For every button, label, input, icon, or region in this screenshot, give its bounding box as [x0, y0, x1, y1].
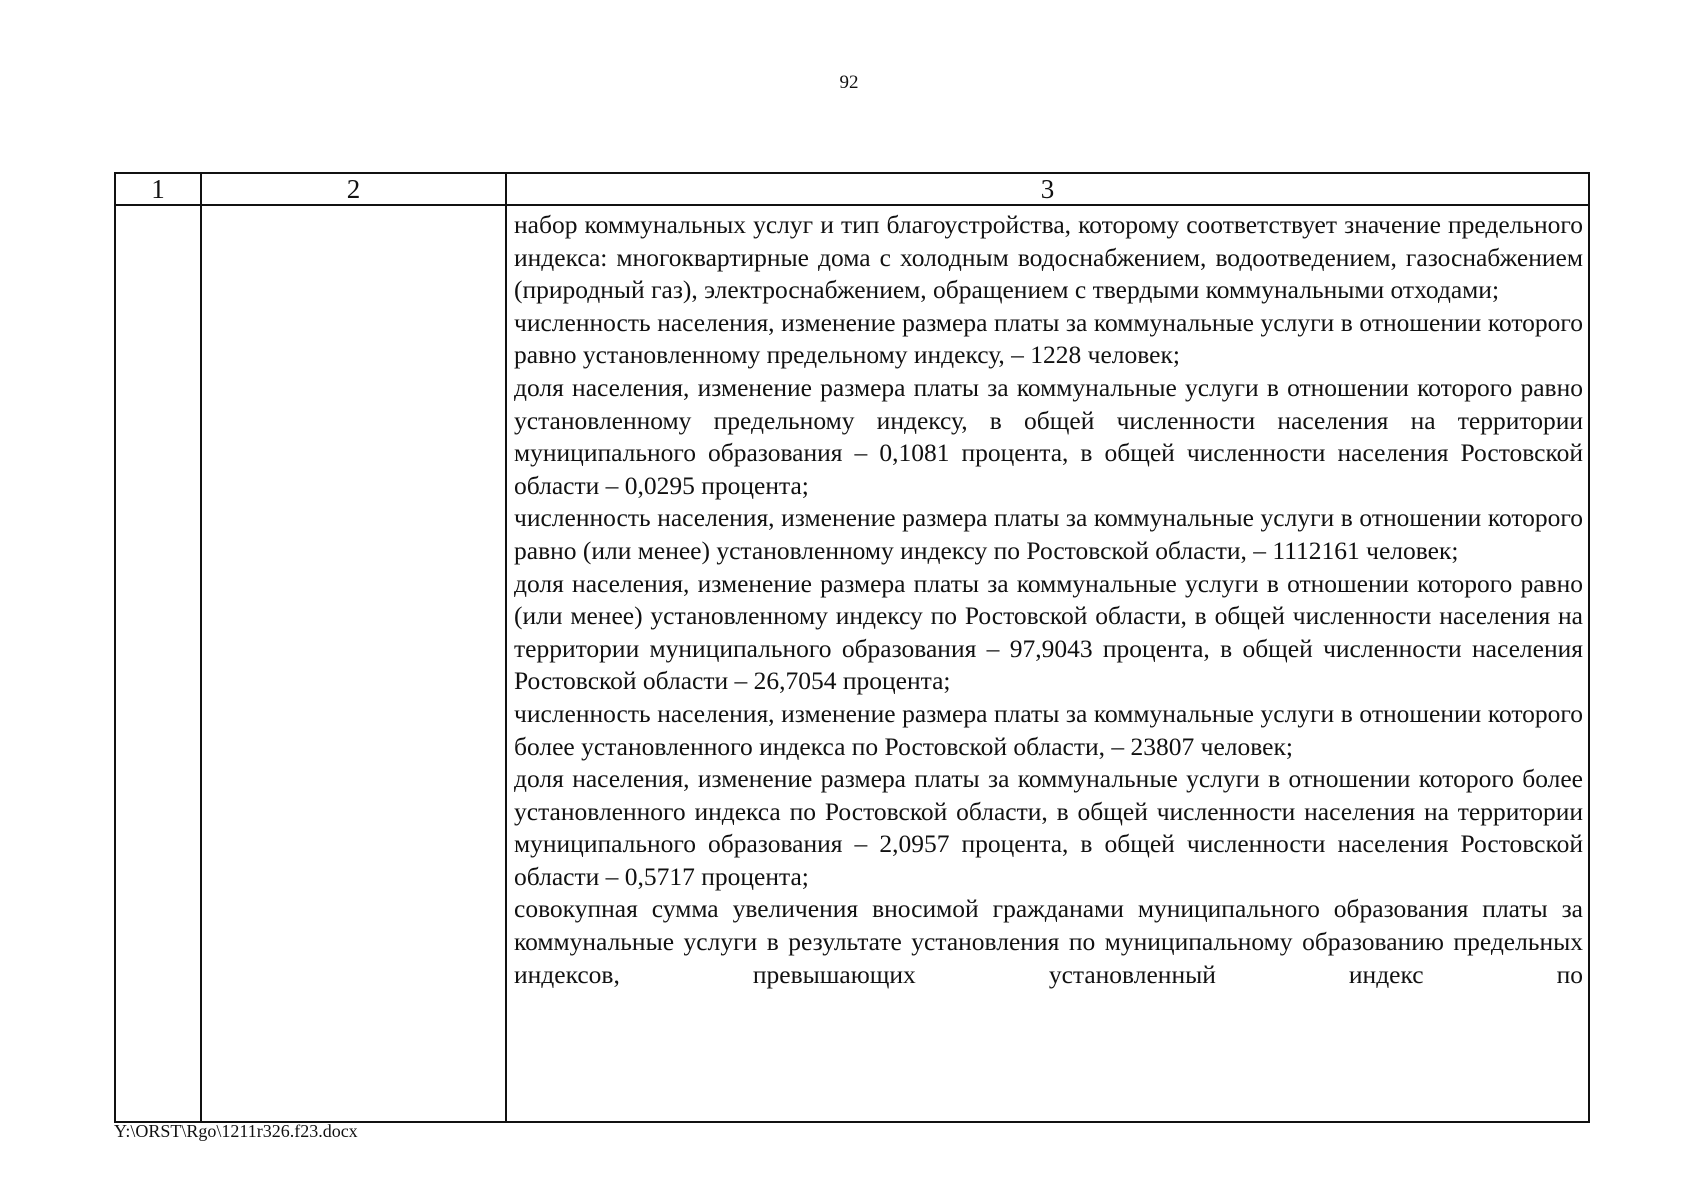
document-table	[114, 172, 1590, 1123]
footer-file-path: Y:\ORST\Rgo\1211r326.f23.docx	[114, 1121, 358, 1141]
paragraph-population-equal-limit: численность населения, изменение размера платы за коммунальные услуги в отношении которого равно установленному предельному индексу, – 1228 человек;	[514, 307, 1583, 370]
paragraph-share-equal-or-less-index: доля населения, изменение размера платы за коммунальные услуги в отношении которого равно (или менее) установленному индексу по Ростовской области, в общей численности населения на территории муниципального образования – 97,9043 процента, в общей численности населения Ростовской области – 26,7054 процента;	[514, 568, 1583, 696]
table-header-cell-3: 3	[506, 173, 1589, 205]
page-number: 92	[839, 72, 859, 93]
table-header-row	[115, 173, 1589, 205]
table-cell-col1	[115, 205, 201, 1122]
paragraph-population-equal-or-less-index: численность населения, изменение размера платы за коммунальные услуги в отношении которого равно (или менее) установленному индексу по Ростовской области, – 1112161 человек;	[514, 503, 1583, 565]
paragraph-population-above-index: численность населения, изменение размера платы за коммунальные услуги в отношении которого более установленного индекса по Ростовской области, – 23807 человек;	[514, 698, 1583, 761]
paragraph-services-set: набор коммунальных услуг и тип благоустройства, которому соответствует значение предельного индекса: многоквартирные дома с холодным водоснабжением, водоотведением, газоснабжением (природный газ), электроснабжением, обращением с твердыми коммунальными отходами;	[514, 210, 1583, 305]
table-cell-col3	[506, 205, 1589, 1122]
paragraph-total-increase: совокупная сумма увеличения вносимой гражданами муниципального образования платы за коммунальные услуги в результате установления по муниципальному образованию предельных индексов, превышающих установленный индекс по	[514, 894, 1583, 989]
paragraph-share-equal-limit: доля населения, изменение размера платы за коммунальные услуги в отношении которого равно установленному предельному индексу, в общей численности населения на территории муниципального образования – 0,1081 процента, в общей численности населения Ростовской области – 0,0295 процента;	[514, 372, 1583, 500]
table-row	[115, 205, 1589, 1122]
table-header-cell-2: 2	[201, 173, 506, 205]
table-header-cell-1: 1	[115, 173, 201, 205]
table-cell-col2	[201, 205, 506, 1122]
paragraph-share-above-index: доля населения, изменение размера платы за коммунальные услуги в отношении которого более установленного индекса по Ростовской области, в общей численности населения на территории муниципального образования – 2,0957 процента, в общей численности населения Ростовской области – 0,5717 процента;	[514, 764, 1583, 891]
